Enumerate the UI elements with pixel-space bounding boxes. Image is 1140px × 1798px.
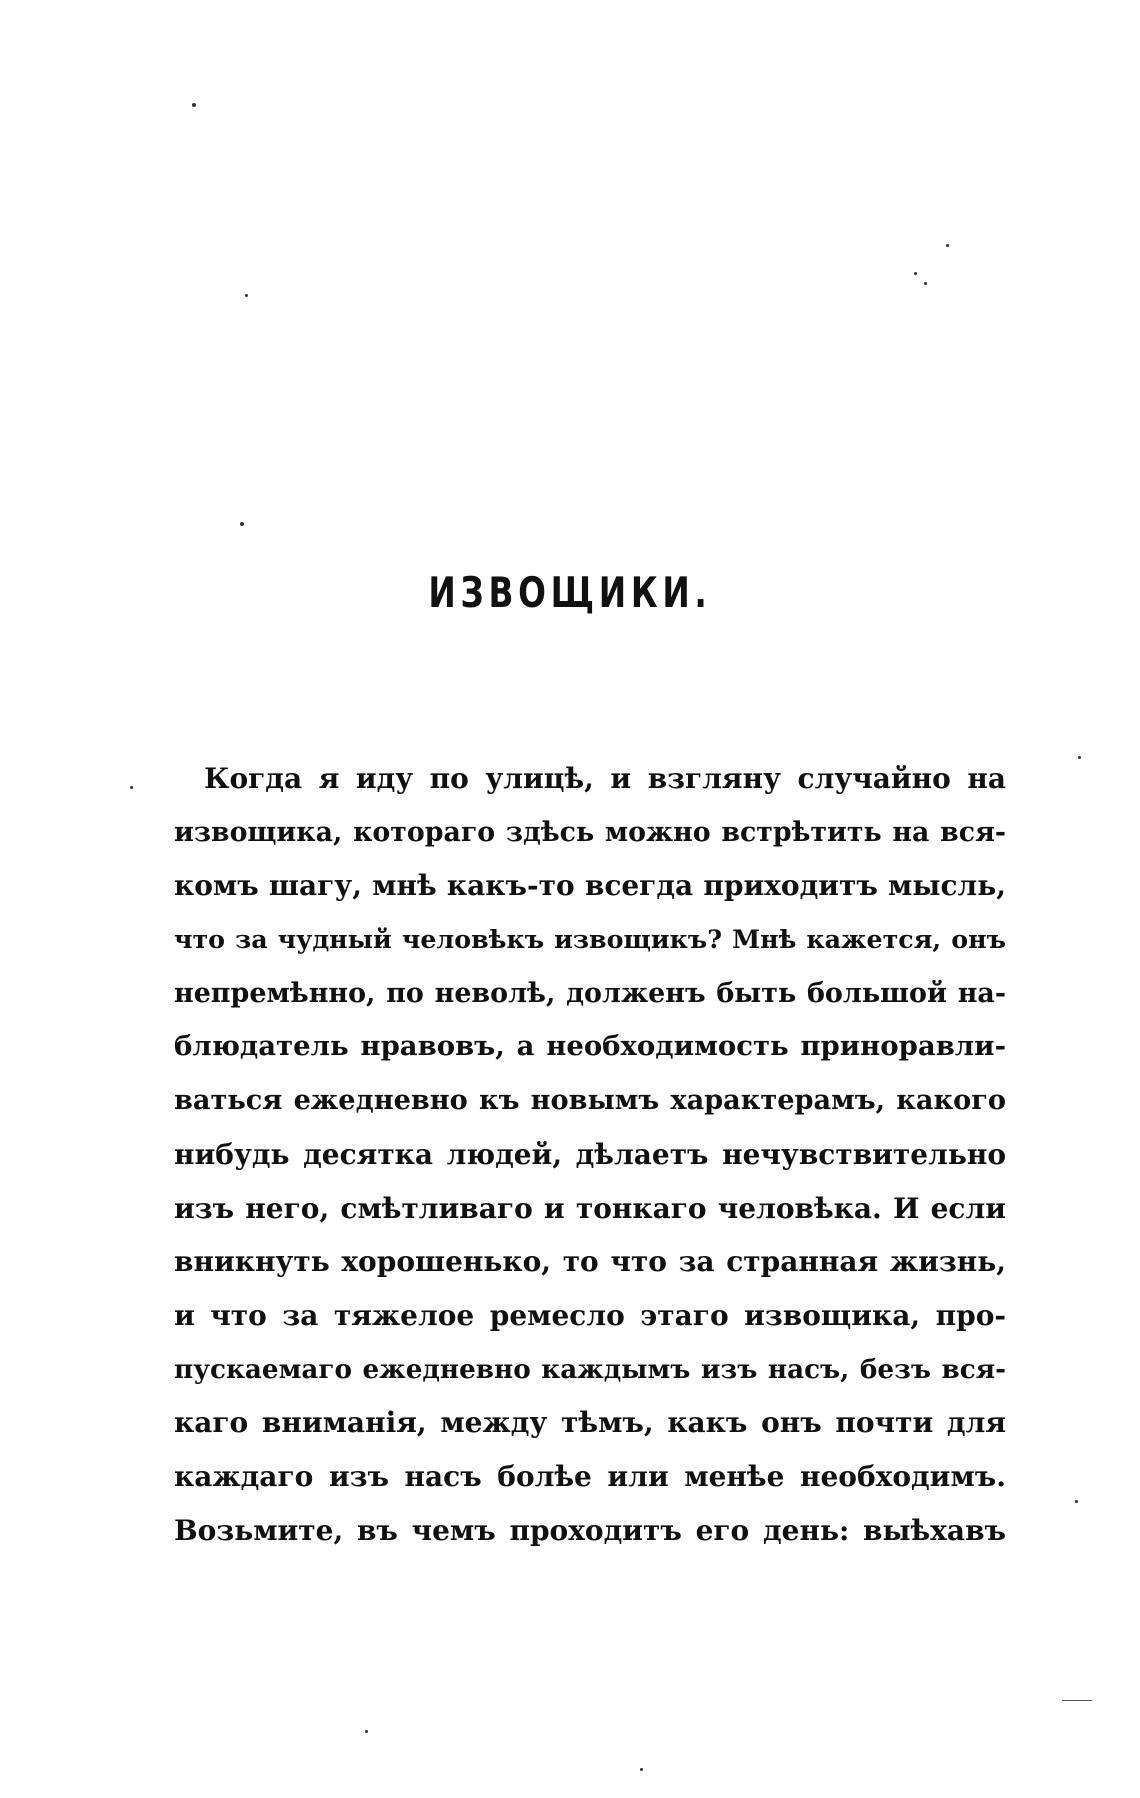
scan-speck xyxy=(245,294,248,297)
scan-speck xyxy=(192,103,196,107)
text-line: что за чудный человѣкъ извощикъ? Мнѣ кажется, онъ xyxy=(174,924,1006,955)
text-line: блюдатель нравовъ, а необходимость приноравли- xyxy=(174,1030,1006,1063)
scan-speck xyxy=(1078,756,1081,759)
scan-speck xyxy=(640,1768,643,1771)
text-line: непремѣнно, по неволѣ, долженъ быть большой на- xyxy=(174,977,1006,1009)
scan-speck xyxy=(946,244,949,247)
scan-speck xyxy=(1075,1500,1078,1503)
scan-speck xyxy=(924,282,927,285)
text-line: пускаемаго ежедневно каждымъ изъ насъ, безъ вся- xyxy=(174,1353,1006,1385)
scan-speck xyxy=(914,272,917,275)
text-line: каждаго изъ насъ болѣе или менѣе необходимъ. xyxy=(174,1459,1006,1493)
text-line: комъ шагу, мнѣ какъ-то всегда приходитъ мысль, xyxy=(174,869,1006,903)
text-line: изъ него, смѣтливаго и тонкаго человѣка. И если xyxy=(174,1191,1006,1225)
chapter-title: ИЗВОЩИКИ. xyxy=(428,568,712,617)
text-line: вникнуть хорошенько, то что за странная жизнь, xyxy=(174,1245,1006,1279)
scan-speck xyxy=(365,1730,368,1733)
text-line: нибудь десятка людей, дѣлаетъ нечувствительно xyxy=(174,1137,1006,1171)
scan-speck xyxy=(240,522,244,526)
text-line: извощика, котораго здѣсь можно встрѣтить на вся- xyxy=(174,816,1006,848)
text-line: Возьмите, въ чемъ проходитъ его день: выѣхавъ xyxy=(174,1513,1006,1547)
scan-speck xyxy=(130,786,133,789)
text-line: Когда я иду по улицѣ, и взгляну случайно на xyxy=(204,762,1006,795)
text-line: каго вниманія, между тѣмъ, какъ онъ почти для xyxy=(174,1406,1006,1440)
text-line: ваться ежедневно къ новымъ характерамъ, какого xyxy=(174,1084,1006,1117)
body-text xyxy=(174,752,1006,1557)
scan-line xyxy=(1062,1700,1092,1701)
text-line: и что за тяжелое ремесло этаго извощика, про- xyxy=(174,1298,1006,1332)
